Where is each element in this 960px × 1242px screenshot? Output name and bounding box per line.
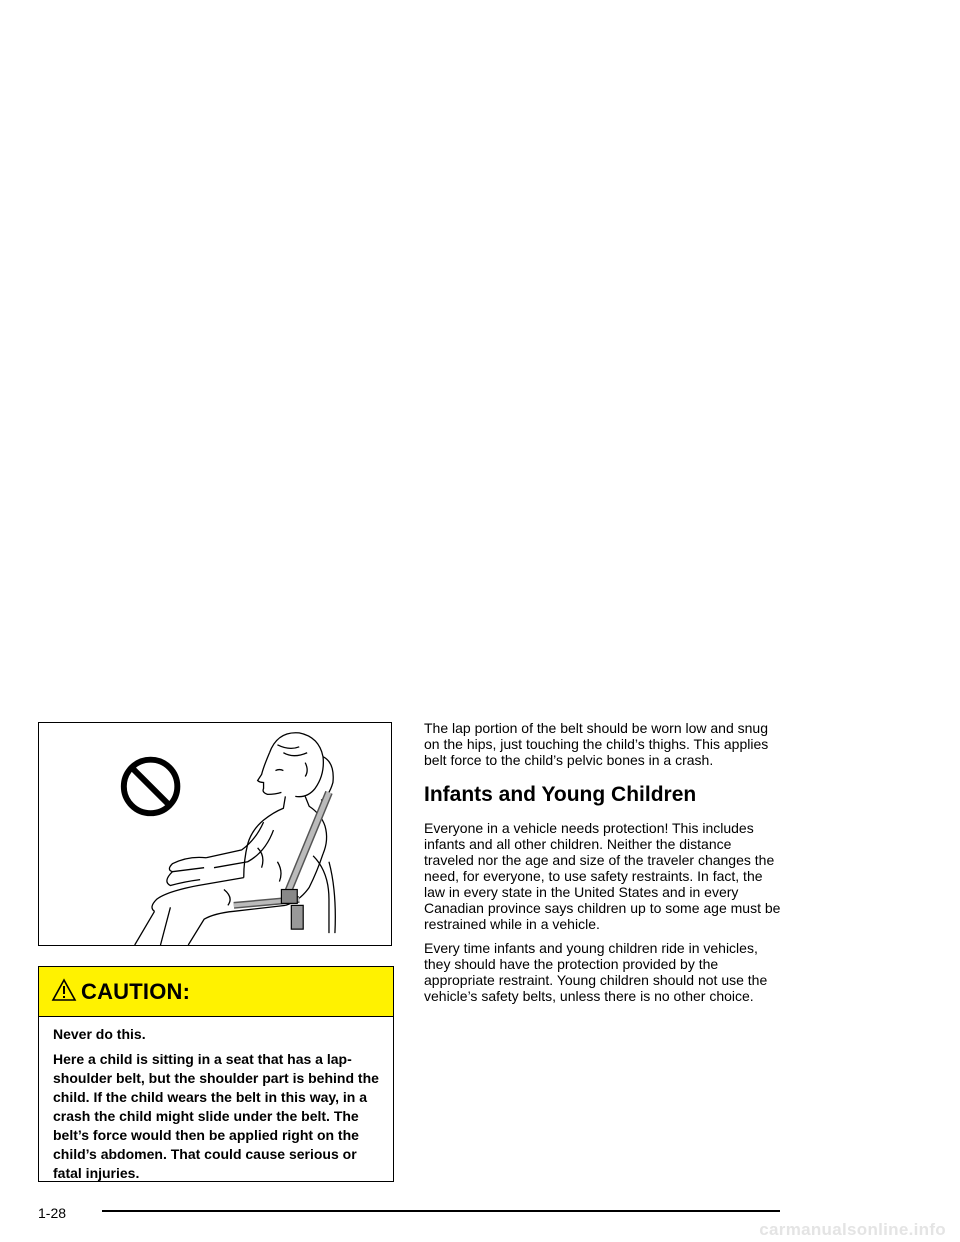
right-column (424, 720, 784, 1012)
caution-paragraph: Never do this. (53, 1026, 146, 1042)
section-heading: Infants and Young Children (424, 783, 697, 806)
caution-box (38, 966, 394, 1182)
intro-paragraph: The lap portion of the belt should be worn low and snug on the hips, just touching the child’s thighs. This applies belt force to the child’s pelvic bones in a crash. (424, 720, 769, 768)
child-seated-with-belt-behind-illustration (39, 723, 391, 945)
prohibition-icon (124, 760, 178, 814)
watermark: carmanualsonline.info (759, 1220, 946, 1239)
page-number: 1-28 (38, 1205, 67, 1221)
warning-triangle-icon (51, 978, 77, 1002)
illustration-frame (38, 722, 392, 946)
caution-paragraph: Here a child is sitting in a seat that has a lap-shoulder belt, but the shoulder part is behind the child. If the child wears the belt in this way, in a crash the child might slide under the belt. The belt’s force would then be applied right on the child’s abdomen. That could cause serious or fatal injuries. (53, 1051, 379, 1181)
body-paragraph: Every time infants and young children ride in vehicles, they should have the protection provided by the appropriate restraint. Young children should not use the vehicle’s safety belts, unless there is no other choice. (424, 940, 768, 1004)
caution-body (39, 1017, 393, 1183)
caution-title: CAUTION: (81, 978, 191, 1004)
caution-header (39, 967, 393, 1017)
body-paragraph: Everyone in a vehicle needs protection! This includes infants and all other children. Neither the distance traveled nor the age and size of the traveler changes the need, for everyone, to use safety restraints. In fact, the law in every state in the United States and in every Canadian province says children up to some age must be restrained while in a vehicle. (424, 820, 781, 932)
footer-rule (102, 1210, 780, 1212)
